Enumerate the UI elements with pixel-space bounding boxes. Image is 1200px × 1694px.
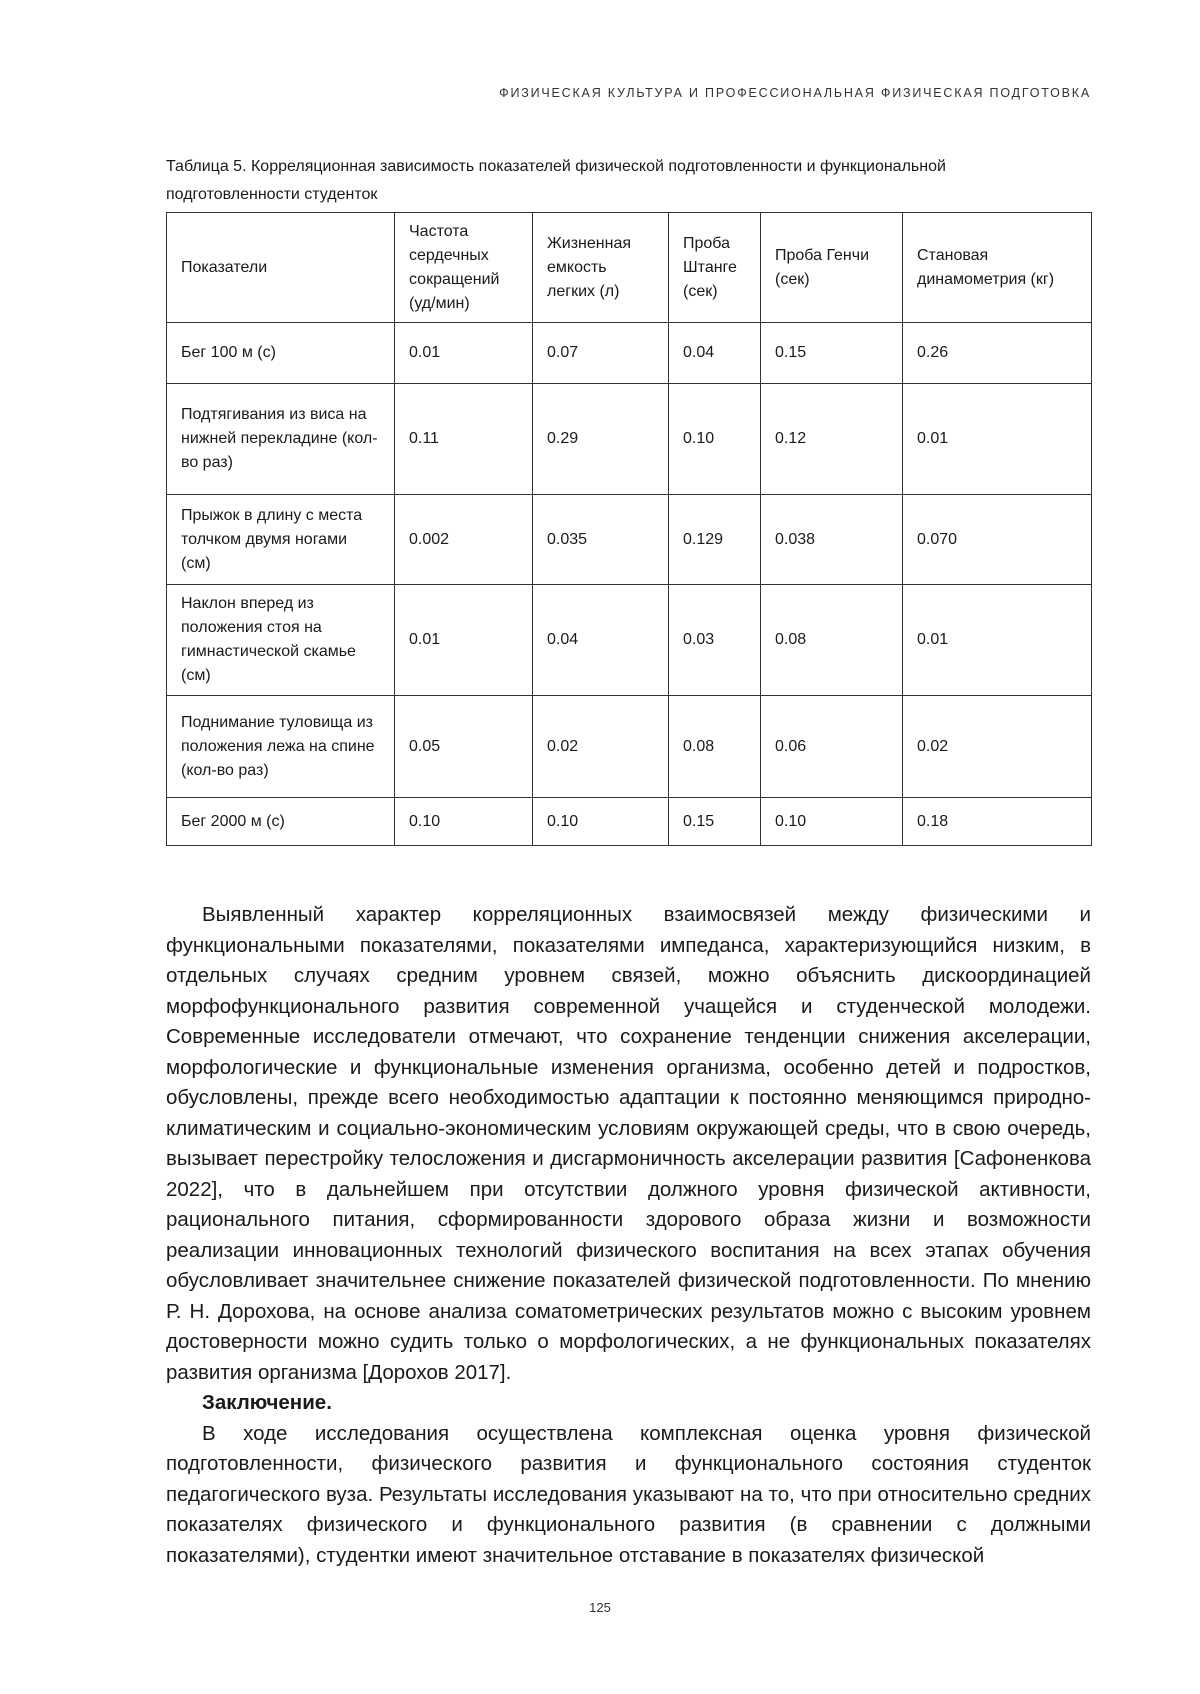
column-header: Показатели xyxy=(167,213,395,323)
row-label: Поднимание туловища из положения лежа на спине (кол-во раз) xyxy=(167,696,395,798)
table-caption-line-1: Таблица 5. Корреляционная зависимость показателей физической подготовленности и функциональной xyxy=(166,158,946,175)
row-label: Бег 2000 м (с) xyxy=(167,798,395,846)
row-label: Наклон вперед из положения стоя на гимнастической скамье (см) xyxy=(167,585,395,696)
table-cell: 0.11 xyxy=(395,384,533,495)
table-cell: 0.15 xyxy=(669,798,761,846)
table-header-row xyxy=(167,213,1092,323)
body-text xyxy=(166,900,1091,1571)
row-label: Подтягивания из виса на нижней перекладине (кол-во раз) xyxy=(167,384,395,495)
table-row xyxy=(167,495,1092,585)
table-cell: 0.08 xyxy=(761,585,903,696)
table-cell: 0.18 xyxy=(903,798,1092,846)
table-row xyxy=(167,798,1092,846)
table-cell: 0.03 xyxy=(669,585,761,696)
row-label: Бег 100 м (с) xyxy=(167,323,395,384)
table-cell: 0.01 xyxy=(903,384,1092,495)
table-cell: 0.038 xyxy=(761,495,903,585)
table-cell: 0.01 xyxy=(903,585,1092,696)
page-number: 125 xyxy=(589,1600,611,1615)
table-cell: 0.129 xyxy=(669,495,761,585)
table-cell: 0.06 xyxy=(761,696,903,798)
row-label: Прыжок в длину с места толчком двумя ногами (см) xyxy=(167,495,395,585)
table-cell: 0.10 xyxy=(533,798,669,846)
table-cell: 0.26 xyxy=(903,323,1092,384)
table-row xyxy=(167,585,1092,696)
table-cell: 0.070 xyxy=(903,495,1092,585)
table-cell: 0.05 xyxy=(395,696,533,798)
column-header: Частота сердечных сокращений (уд/мин) xyxy=(395,213,533,323)
table-cell: 0.02 xyxy=(903,696,1092,798)
table-cell: 0.02 xyxy=(533,696,669,798)
table-cell: 0.15 xyxy=(761,323,903,384)
table-cell: 0.07 xyxy=(533,323,669,384)
table-row xyxy=(167,696,1092,798)
table-cell: 0.08 xyxy=(669,696,761,798)
paragraph: Выявленный характер корреляционных взаимосвязей между физическими и функциональными показателями, показателями импеданса, характеризующийся низким, в отдельных случаях средним уровнем связей, можно объяснить дискоординацией морфофункционального развития современной учащейся и студенческой молодежи. Современные исследователи отмечают, что сохранение тенденции снижения акселерации, морфологические и функциональные изменения организма, особенно детей и подростков, обусловлены, прежде всего необходимостью адаптации к постоянно меняющимся природно-климатическим и социально-экономическим условиям окружающей среды, что в свою очередь, вызывает перестройку телосложения и дисгармоничность акселерации развития [Сафоненкова 2022], что в дальнейшем при отсутствии должного уровня физической активности, рационального питания, сформированности здорового образа жизни и возможности реализации инновационных технологий физического воспитания на всех этапах обучения обусловливает значительнее снижение показателей физической подготовленности. По мнению Р. Н. Дорохова, на основе анализа соматометрических результатов можно с высоким уровнем достоверности можно судить только о морфологических, а не функциональных показателях развития организма [Дорохов 2017]. xyxy=(166,903,1091,1384)
table-cell: 0.01 xyxy=(395,323,533,384)
paragraph: В ходе исследования осуществлена комплексная оценка уровня физической подготовленности, физического развития и функционального состояния студенток педагогического вуза. Результаты исследования указывают на то, что при относительно средних показателях физического и функционального развития (в сравнении с должными показателями), студентки имеют значительное отставание в показателях физической xyxy=(166,1421,1091,1567)
table-cell: 0.10 xyxy=(395,798,533,846)
column-header: Жизненная емкость легких (л) xyxy=(533,213,669,323)
column-header: Проба Штанге (сек) xyxy=(669,213,761,323)
correlation-table xyxy=(166,212,1092,846)
table-cell: 0.10 xyxy=(669,384,761,495)
table-cell: 0.01 xyxy=(395,585,533,696)
table-cell: 0.10 xyxy=(761,798,903,846)
table-cell: 0.04 xyxy=(533,585,669,696)
table-caption-line-2: подготовленности студенток xyxy=(166,186,378,203)
column-header: Проба Генчи (сек) xyxy=(761,213,903,323)
section-heading: Заключение. xyxy=(202,1391,332,1414)
table-cell: 0.002 xyxy=(395,495,533,585)
column-header: Становая динамометрия (кг) xyxy=(903,213,1092,323)
table-cell: 0.29 xyxy=(533,384,669,495)
table-row xyxy=(167,384,1092,495)
table-row xyxy=(167,323,1092,384)
table-cell: 0.035 xyxy=(533,495,669,585)
table-caption xyxy=(166,153,1091,209)
table-cell: 0.12 xyxy=(761,384,903,495)
running-header: ФИЗИЧЕСКАЯ КУЛЬТУРА И ПРОФЕССИОНАЛЬНАЯ ФИЗИЧЕСКАЯ ПОДГОТОВКА xyxy=(499,86,1091,100)
table-cell: 0.04 xyxy=(669,323,761,384)
